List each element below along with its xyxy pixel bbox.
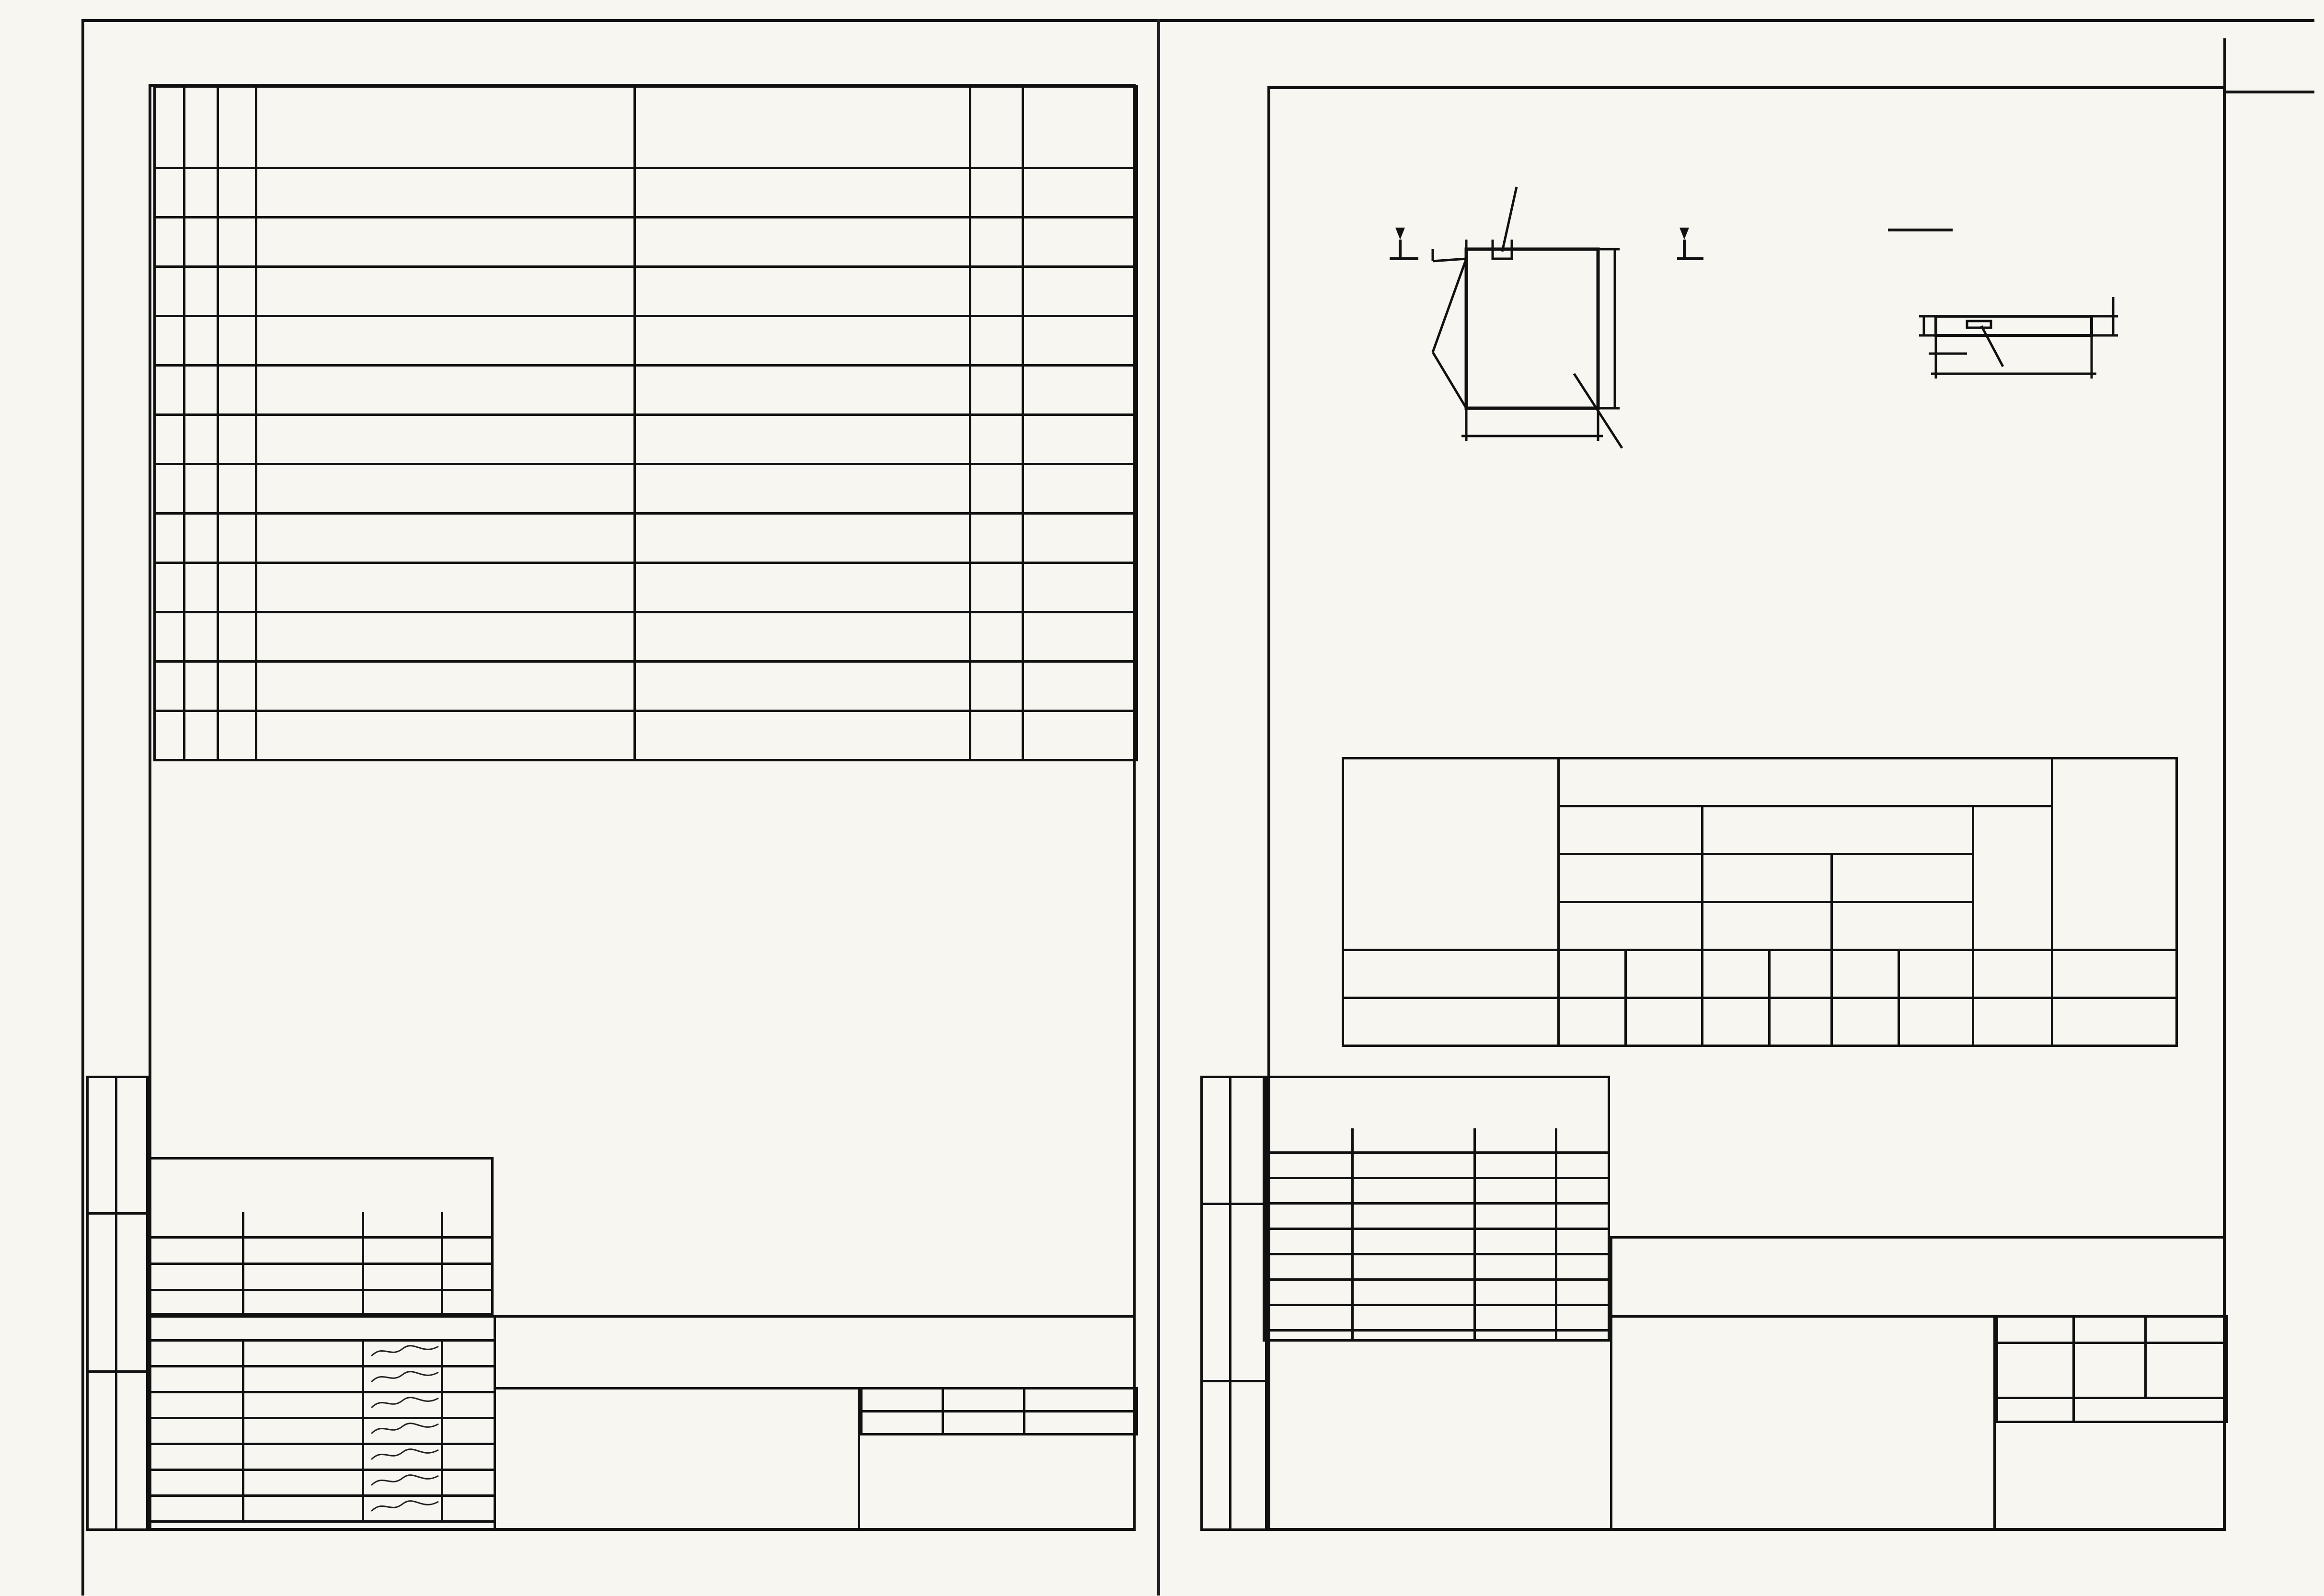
value-cell bbox=[1626, 998, 1703, 1046]
mass-value bbox=[2074, 1343, 2146, 1398]
signer-date bbox=[442, 1392, 495, 1418]
col-qty bbox=[970, 87, 1023, 168]
side-divider bbox=[1229, 1076, 1231, 1531]
panel-section bbox=[1936, 316, 2092, 335]
name-cell bbox=[635, 563, 970, 612]
sheets-value bbox=[1024, 1412, 1137, 1435]
signer-row bbox=[150, 1341, 495, 1366]
value-cell bbox=[1832, 998, 1899, 1046]
col-designation bbox=[256, 87, 635, 168]
right-stage-table bbox=[1996, 1315, 2228, 1423]
sub-header bbox=[1832, 950, 1899, 998]
signature-mark bbox=[363, 1444, 442, 1470]
leader-3b bbox=[1433, 352, 1466, 408]
col-overall bbox=[2052, 758, 2177, 950]
specification-table bbox=[153, 85, 1138, 761]
steel-table bbox=[1342, 757, 2178, 1047]
value-cell bbox=[1703, 998, 1770, 1046]
col-gost-3 bbox=[1832, 902, 1973, 950]
signer-date bbox=[442, 1341, 495, 1366]
col-pos bbox=[218, 87, 256, 168]
stage-value bbox=[862, 1412, 943, 1435]
divider bbox=[1351, 1128, 1354, 1342]
designation-cell bbox=[256, 711, 635, 760]
sheet-header bbox=[943, 1389, 1024, 1412]
pos-cell bbox=[218, 662, 256, 711]
sub-header bbox=[1703, 950, 1770, 998]
signer-role bbox=[150, 1496, 243, 1522]
divider bbox=[441, 1212, 443, 1315]
value-cell bbox=[1770, 998, 1832, 1046]
signer-row bbox=[150, 1366, 495, 1392]
pos-cell bbox=[218, 563, 256, 612]
signer-name bbox=[243, 1470, 363, 1496]
left-side-band bbox=[86, 1076, 149, 1531]
side-divider bbox=[86, 1370, 149, 1373]
qty-cell bbox=[970, 563, 1023, 612]
signer-row bbox=[150, 1418, 495, 1444]
signer-role bbox=[150, 1341, 243, 1366]
col-steel-1 bbox=[1703, 854, 1832, 902]
divider bbox=[1473, 1128, 1476, 1342]
designation-cell bbox=[256, 316, 635, 366]
signature-mark bbox=[363, 1366, 442, 1392]
leader-2 bbox=[1502, 187, 1517, 252]
signer-row bbox=[150, 1392, 495, 1418]
signer-row bbox=[150, 1470, 495, 1496]
signature-mark bbox=[363, 1392, 442, 1418]
name-cell bbox=[635, 316, 970, 366]
signer-date bbox=[442, 1444, 495, 1470]
side-divider bbox=[1200, 1380, 1267, 1382]
signer-name bbox=[243, 1444, 363, 1470]
right-privyazan-rows bbox=[1263, 1128, 1610, 1342]
designation-cell bbox=[256, 267, 635, 316]
table-row bbox=[155, 316, 1137, 366]
name-cell bbox=[635, 711, 970, 760]
scale-header bbox=[2146, 1317, 2227, 1343]
stage-value bbox=[1997, 1343, 2074, 1398]
col-note bbox=[1023, 87, 1137, 168]
sub-empty bbox=[1343, 950, 1559, 998]
signer-role bbox=[150, 1470, 243, 1496]
signature-mark bbox=[363, 1496, 442, 1522]
table-row bbox=[155, 366, 1137, 415]
signer-name bbox=[243, 1366, 363, 1392]
format-cell bbox=[155, 316, 184, 366]
spec-header-row bbox=[155, 87, 1137, 168]
side-divider bbox=[86, 1212, 149, 1215]
table-row bbox=[155, 218, 1137, 267]
panel-drawing bbox=[1366, 172, 2180, 498]
table-row bbox=[155, 662, 1137, 711]
signer-row bbox=[150, 1496, 495, 1522]
col-format bbox=[155, 87, 184, 168]
table-row bbox=[155, 168, 1137, 218]
pos-cell bbox=[218, 711, 256, 760]
table-row bbox=[155, 711, 1137, 760]
sheets-header bbox=[1024, 1389, 1137, 1412]
signature-mark bbox=[363, 1418, 442, 1444]
side-divider bbox=[115, 1076, 117, 1531]
sub-header bbox=[1559, 950, 1626, 998]
signature-mark bbox=[363, 1341, 442, 1366]
section-heading bbox=[635, 464, 970, 514]
sub-header bbox=[1770, 950, 1832, 998]
value-cell bbox=[1973, 998, 2052, 1046]
col-gost-2 bbox=[1703, 902, 1832, 950]
sheets-label bbox=[2074, 1398, 2227, 1422]
value-cell bbox=[2052, 998, 2177, 1046]
value-cell bbox=[1899, 998, 1973, 1046]
signer-name bbox=[243, 1418, 363, 1444]
signer-date bbox=[442, 1366, 495, 1392]
qty-cell bbox=[970, 711, 1023, 760]
signer-name bbox=[243, 1341, 363, 1366]
stage-header bbox=[862, 1389, 943, 1412]
leader-3a bbox=[1433, 259, 1466, 352]
side-divider bbox=[1200, 1203, 1267, 1205]
signer-role bbox=[150, 1418, 243, 1444]
value-cell bbox=[1559, 998, 1626, 1046]
table-row bbox=[155, 415, 1137, 464]
col-mark bbox=[1343, 758, 1559, 950]
signer-date bbox=[442, 1470, 495, 1496]
col-total bbox=[1973, 806, 2052, 950]
section-heading bbox=[635, 218, 970, 267]
sub-empty bbox=[2052, 950, 2177, 998]
page-number-box bbox=[2223, 38, 2314, 93]
signer-date bbox=[442, 1418, 495, 1444]
col-class bbox=[1559, 854, 1703, 902]
col-rolled bbox=[1703, 806, 1973, 854]
section-heading bbox=[635, 612, 970, 662]
col-gost-1 bbox=[1559, 902, 1703, 950]
sheet-value bbox=[943, 1412, 1024, 1435]
table-row bbox=[155, 563, 1137, 612]
signer-name bbox=[243, 1496, 363, 1522]
signer-date bbox=[442, 1496, 495, 1522]
signature-mark bbox=[363, 1470, 442, 1496]
table-row bbox=[1343, 998, 2177, 1046]
designation-cell bbox=[256, 563, 635, 612]
left-signature-table bbox=[149, 1339, 496, 1523]
page-fold-line bbox=[1157, 19, 1160, 1596]
sheet-label bbox=[1997, 1398, 2074, 1422]
sub-header bbox=[1626, 950, 1703, 998]
signer-name bbox=[243, 1392, 363, 1418]
col-zone bbox=[184, 87, 218, 168]
embedded-plate-section bbox=[1967, 321, 1991, 328]
mass-header bbox=[2074, 1317, 2146, 1343]
name-cell bbox=[635, 662, 970, 711]
signer-role bbox=[150, 1444, 243, 1470]
col-steel-2 bbox=[1832, 854, 1973, 902]
designation-cell bbox=[256, 662, 635, 711]
divider bbox=[1555, 1128, 1557, 1342]
table-row bbox=[155, 464, 1137, 514]
panel-elevation bbox=[1466, 249, 1598, 408]
qty-cell bbox=[970, 662, 1023, 711]
right-side-band bbox=[1200, 1076, 1267, 1531]
col-name bbox=[635, 87, 970, 168]
signer-row bbox=[150, 1444, 495, 1470]
table-row bbox=[155, 514, 1137, 563]
leader-2-section bbox=[1981, 326, 2003, 367]
sub-header bbox=[1899, 950, 1973, 998]
col-rebar bbox=[1559, 806, 1703, 854]
signer-role bbox=[150, 1366, 243, 1392]
mark-cell bbox=[1343, 998, 1559, 1046]
scale-value bbox=[2146, 1343, 2227, 1398]
left-stage-table bbox=[860, 1387, 1138, 1435]
name-cell bbox=[635, 267, 970, 316]
signer-role bbox=[150, 1392, 243, 1418]
col-embedded-items bbox=[1559, 758, 2052, 806]
section-heading bbox=[635, 514, 970, 563]
sub-empty bbox=[1973, 950, 2052, 998]
table-row bbox=[155, 267, 1137, 316]
table-row bbox=[155, 612, 1137, 662]
divider bbox=[362, 1212, 364, 1315]
divider bbox=[242, 1212, 244, 1315]
stage-header bbox=[1997, 1317, 2074, 1343]
